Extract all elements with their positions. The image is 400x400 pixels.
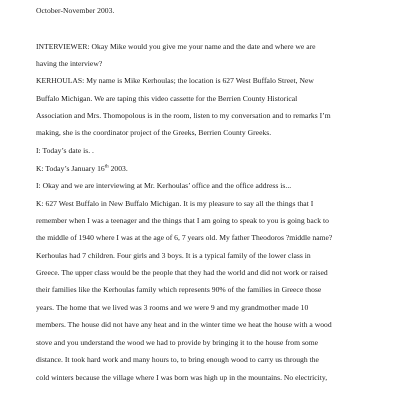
text-line: K: 627 West Buffalo in New Buffalo Michigan. It is my pleasure to say all the things that I: [36, 199, 314, 208]
text-line: Greece. The upper class would be the people that they had the world and did not work or raised: [36, 268, 328, 277]
document-date-heading: October-November 2003.: [36, 6, 115, 15]
text-line: making, she is the coordinator project of the Greeks, Berrien County Greeks.: [36, 128, 272, 137]
text-line: cold winters because the village where I was born was high up in the mountains. No electricity,: [36, 373, 328, 382]
text-line: remember when I was a teenager and the things that I am going to speak to you is going back to: [36, 216, 329, 225]
text-line: stove and you understand the wood we had to provide by bringing it to the house from some: [36, 338, 319, 347]
text-line: KERHOULAS: My name is Mike Kerhoulas; the location is 627 West Buffalo Street, New: [36, 76, 314, 85]
text-line: Buffalo Michigan. We are taping this video cassette for the Berrien County Historical: [36, 94, 298, 103]
text-line: I: Okay and we are interviewing at Mr. Kerhoulas’ office and the office address is...: [36, 181, 292, 190]
text-line: Association and Mrs. Thomopolous is in the room, listen to my conversation and to remarks I’m: [36, 111, 331, 120]
text-line: INTERVIEWER: Okay Mike would you give me your name and the date and where we are: [36, 42, 316, 51]
text-line: having the interview?: [36, 59, 103, 68]
text-line: years. The home that we lived was 3 rooms and we were 9 and my grandmother made 10: [36, 303, 309, 312]
text-line: K: Today’s January 16th 2003.: [36, 164, 128, 173]
text-line: distance. It took hard work and many hours to, to bring enough wood to carry us through the: [36, 355, 319, 364]
text-line: their families like the Kerhoulas family which represents 90% of the families in Greece those: [36, 285, 322, 294]
text-line: members. The house did not have any heat and in the winter time we heat the house with a wood: [36, 320, 332, 329]
text-line: the middle of 1940 where I was at the age of 6, 7 years old. My father Theodoros ?middle name?: [36, 233, 333, 242]
text-line: Kerhoulas had 7 children. Four girls and 3 boys. It is a typical family of the lower class in: [36, 251, 311, 260]
text-line: I: Today’s date is. .: [36, 146, 94, 155]
